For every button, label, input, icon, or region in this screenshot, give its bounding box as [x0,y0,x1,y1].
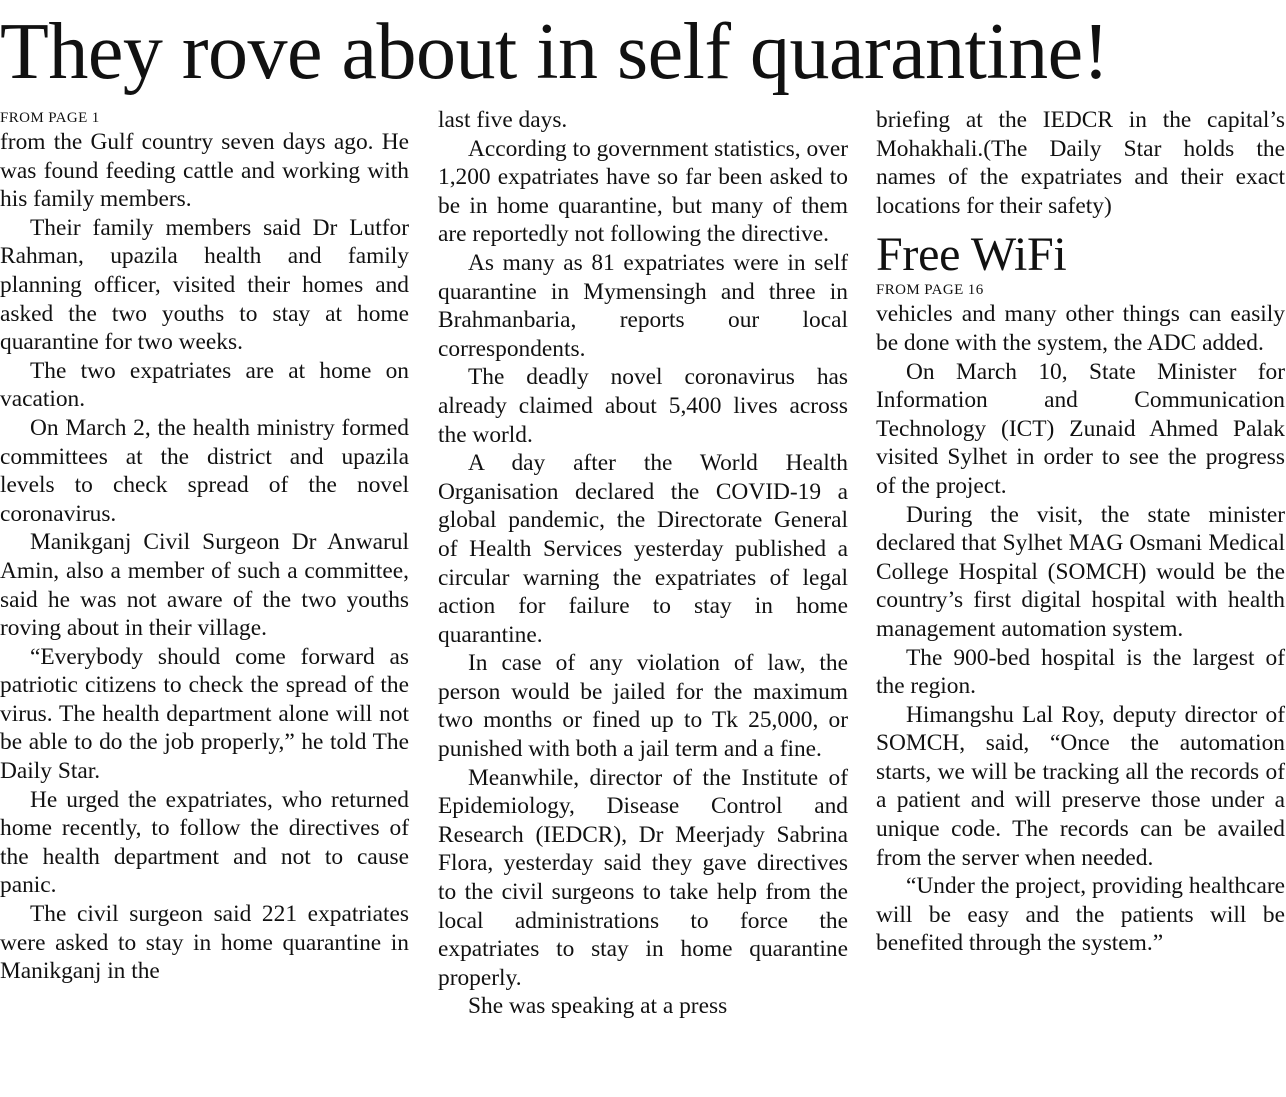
jump-label: FROM PAGE 1 [0,110,100,126]
article-paragraph: The two expatriates are at home on vacation. [0,357,409,413]
article-paragraph: “Everybody should come forward as patriotic citizens to check the spread of the virus. The health department alone will not be able to do the job properly,” he told The Daily Star. [0,643,409,785]
article-paragraph: She was speaking at a press [468,993,728,1020]
article-paragraph: A day after the World Health Organisation declared the COVID-19 a global pandemic, the Directorate General of Health Services yesterday published a circular warning the expatriates of legal action for failure to stay in home quarantine. [438,450,848,648]
wifi-paragraph: vehicles and many other things can easily be done with the system, the ADC added. [876,301,1285,356]
wifi-paragraph: During the visit, the state minister declared that Sylhet MAG Osmani Medical College Hospital (SOMCH) would be the country’s first digital hospital with health management automation system. [876,501,1285,642]
wifi-paragraph: The 900-bed hospital is the largest of the region. [876,644,1285,700]
article-paragraph: Meanwhile, director of the Institute of Epidemiology, Disease Control and Research (IEDCR), Dr Meerjady Sabrina Flora, yesterday said they gave directives to the civil surgeons to take help from the local administrations to force the expatriates to stay in home quarantine properly. [438,764,848,991]
wifi-paragraph: “Under the project, providing healthcare will be easy and the patients will be benefited through the system.” [876,873,1285,957]
article-paragraph: last five days. [438,107,568,133]
article-paragraph: The civil surgeon said 221 expatriates were asked to stay in home quarantine in Manikganj in the [0,901,409,985]
article-paragraph: from the Gulf country seven days ago. He was found feeding cattle and working with his family members. [0,129,409,213]
jump-label: FROM PAGE 16 [876,282,984,299]
article-paragraph: In case of any violation of law, the person would be jailed for the maximum two months or fined up to Tk 25,000, or punished with both a jail term and a fine. [438,650,848,763]
article-column-3 [876,104,1285,958]
wifi-headline: Free WiFi [876,228,1067,282]
article-column-2 [438,104,848,1021]
article-paragraph: On March 2, the health ministry formed committees at the district and upazila levels to check spread of the novel coronavirus. [0,414,409,527]
article-paragraph: briefing at the IEDCR in the capital’s Mohakhali.(The Daily Star holds the names of the expatriates and their exact locations for their safety) [876,107,1285,219]
article-paragraph: As many as 81 expatriates were in self quarantine in Mymensingh and three in Brahmanbaria, reports our local correspondents. [438,249,848,362]
wifi-paragraph: Himangshu Lal Roy, deputy director of SOMCH, said, “Once the automation starts, we will be tracking all the records of a patient and will preserve those under a unique code. The records can be availed from the server when needed. [876,701,1285,871]
article-paragraph: Manikganj Civil Surgeon Dr Anwarul Amin, also a member of such a committee, said he was not aware of the two youths roving about in their village. [0,529,409,642]
article-headline: They rove about in self quarantine! [0,8,1109,96]
article-paragraph: He urged the expatriates, who returned home recently, to follow the directives of the health department and not to cause panic. [0,786,409,899]
article-column-1 [0,104,409,986]
article-paragraph: The deadly novel coronavirus has already claimed about 5,400 lives across the world. [438,364,848,448]
article-paragraph: Their family members said Dr Lutfor Rahman, upazila health and family planning officer, visited their homes and asked the two youths to stay at home quarantine for two weeks. [0,214,409,356]
wifi-paragraph: On March 10, State Minister for Information and Communication Technology (ICT) Zunaid Ahmed Palak visited Sylhet in order to see the progress of the project. [876,358,1285,499]
article-paragraph: According to government statistics, over 1,200 expatriates have so far been asked to be in home quarantine, but many of them are reportedly not following the directive. [438,135,849,248]
